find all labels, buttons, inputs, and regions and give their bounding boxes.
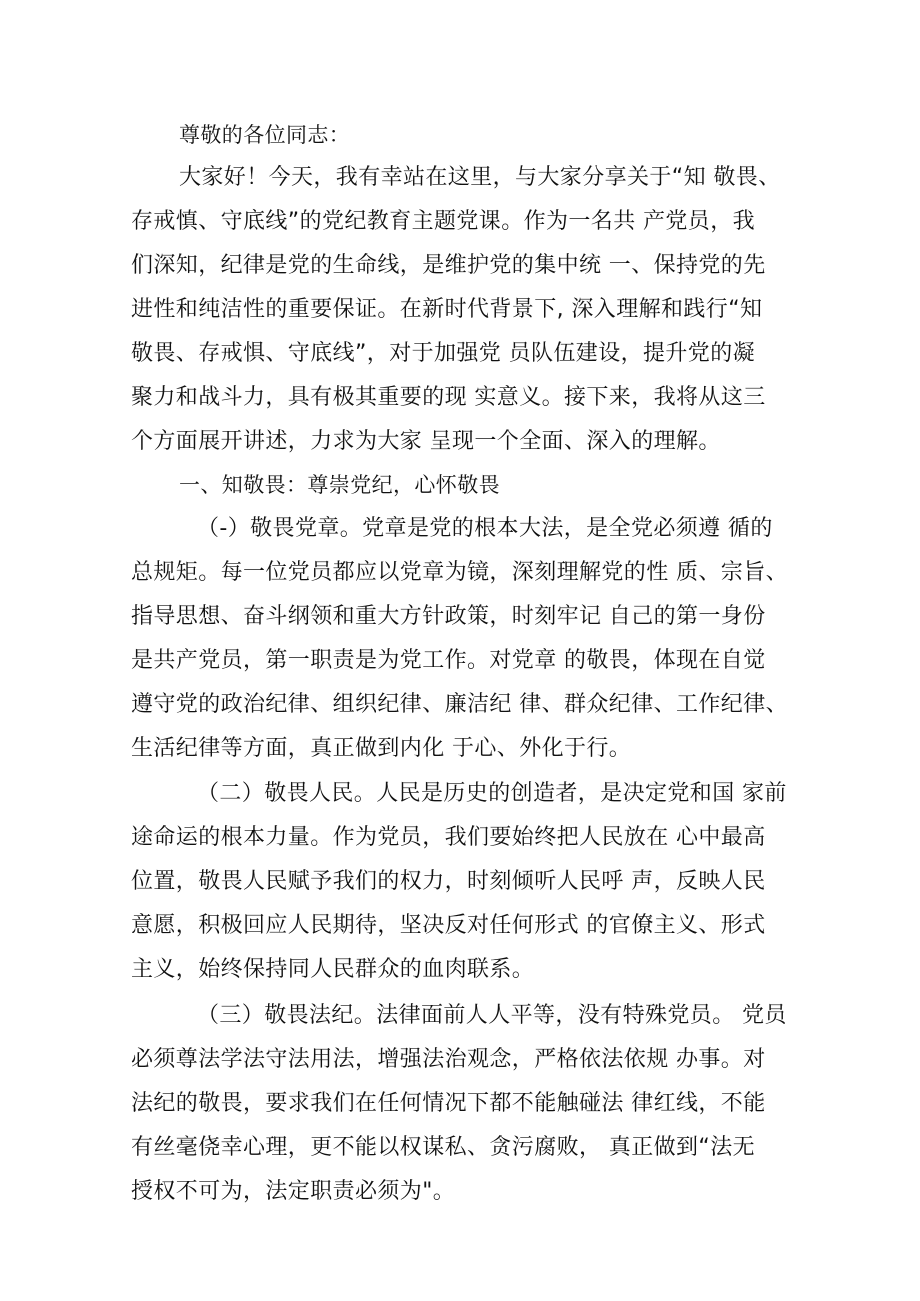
text-line: 是共产党员，第一职责是为党工作。对党章 的敬畏，体现在自觉 <box>131 648 766 673</box>
text-line: 大家好！今天，我有幸站在这里，与大家分享关于“知 敬畏、 <box>179 165 781 190</box>
text-line: 位置，敬畏人民赋予我们的权力，时刻倾听人民呼 声，反映人民 <box>131 869 766 894</box>
text-line: 指导思想、奋斗纲领和重大方针政策，时刻牢记 自己的第一身份 <box>131 604 766 629</box>
text-line: 们深知，纪律是党的生命线，是维护党的集中统 一、保持党的先 <box>131 253 766 278</box>
text-line: 个方面展开讲述，力求为大家 呈现一个全面、深入的理解。 <box>131 429 721 454</box>
salutation: 尊敬的各位同志： <box>179 123 351 147</box>
text-line: （三）敬畏法纪。法律面前人人平等，没有特殊党员。 党员 <box>197 1003 787 1028</box>
text-line: 必须尊法学法守法用法，增强法治观念，严格依法依规 办事。对 <box>131 1047 766 1072</box>
text-line: 存戒慎、守底线”的党纪教育主题党课。作为一名共 产党员，我 <box>131 209 755 234</box>
text-line: 生活纪律等方面，真正做到内化 于心、外化于行。 <box>131 736 632 761</box>
text-line: 聚力和战斗力，具有极其重要的现 实意义。接下来，我将从这三 <box>131 385 766 410</box>
text-line: 授权不可为，法定职责必须为"。 <box>131 1179 456 1204</box>
text-line: 进性和纯洁性的重要保证。在新时代背景下, 深入理解和践行“知 <box>131 297 763 322</box>
text-line: 意愿，积极回应人民期待，坚决反对任何形式 的官僚主义、形式 <box>131 913 766 938</box>
text-line: 途命运的根本力量。作为党员，我们要始终把人民放在 心中最高 <box>131 825 766 850</box>
text-line: 主义，始终保持同人民群众的血肉联系。 <box>131 957 535 982</box>
text-line: （二）敬畏人民。人民是历史的创造者，是决定党和国 家前 <box>197 781 787 806</box>
text-line: 敬畏、存戒惧、守底线”，对于加强党 员队伍建设，提升党的凝 <box>131 341 755 366</box>
text-line: 有丝毫侥幸心理，更不能以权谋私、贪污腐败， 真正做到“法无 <box>131 1135 755 1160</box>
text-line: 遵守党的政治纪律、组织纪律、廉洁纪 律、群众纪律、工作纪律、 <box>131 692 788 717</box>
text-line: （-）敬畏党章。党章是党的根本大法，是全党必须遵 循的 <box>197 516 773 541</box>
text-line: 总规矩。每一位党员都应以党章为镜，深刻理解党的性 质、宗旨、 <box>131 560 788 585</box>
section-heading: 一、知敬畏：尊崇党纪，心怀敬畏 <box>179 473 500 497</box>
text-line: 法纪的敬畏，要求我们在任何情况下都不能触碰法 律红线，不能 <box>131 1091 766 1116</box>
